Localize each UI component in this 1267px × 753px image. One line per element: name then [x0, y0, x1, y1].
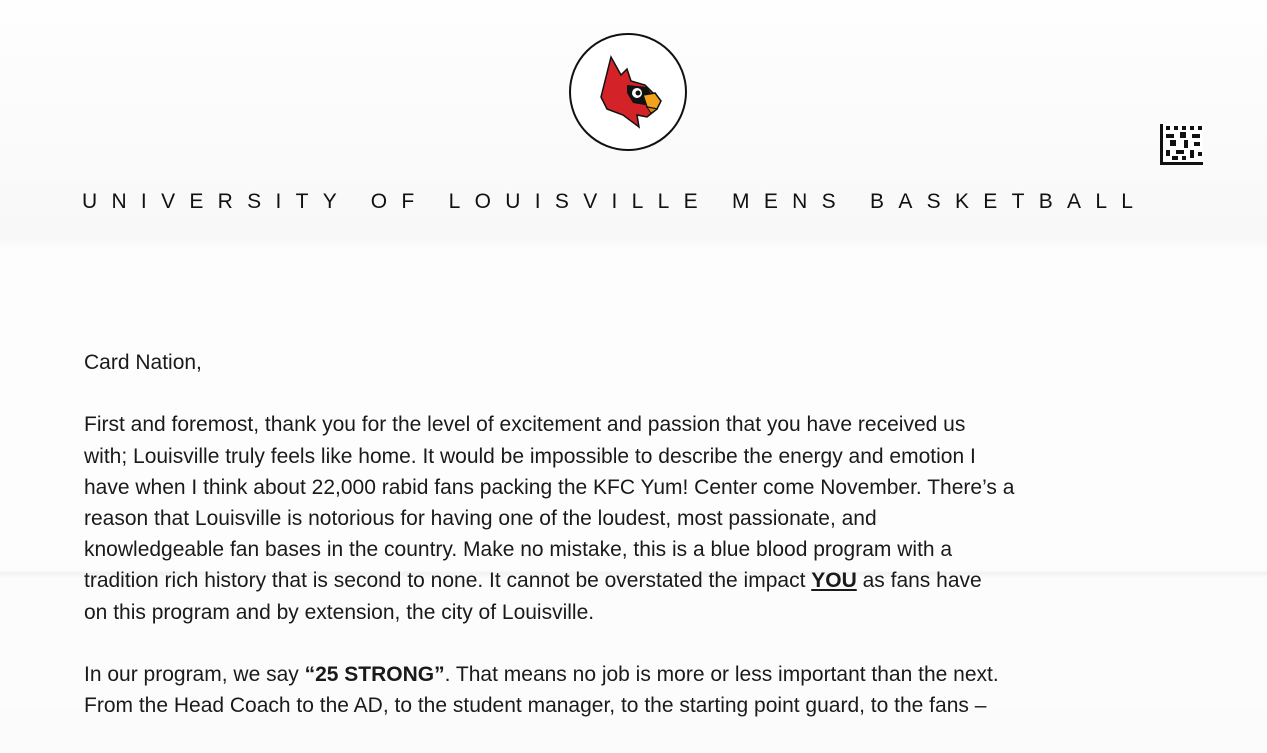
paragraph-line [84, 659, 1194, 690]
line-text: tradition rich history that is second to none. It cannot be overstated the impact [84, 569, 812, 593]
paragraph-line: From the Head Coach to the AD, to the student manager, to the starting point guard, to the fans – [84, 694, 987, 718]
paragraph-line: on this program and by extension, the city of Louisville. [84, 600, 595, 624]
paragraph-line: with; Louisville truly feels like home. It would be impossible to describe the energy and emotion I [84, 444, 976, 468]
paragraph-line: have when I think about 22,000 rabid fans packing the KFC Yum! Center come November. There’s a [84, 475, 1015, 499]
salutation [84, 347, 1194, 378]
cardinal-head-icon [571, 35, 685, 149]
line-text: In our program, we say [84, 663, 305, 686]
emphasis-you: YOU [811, 569, 857, 593]
letter-body [84, 347, 1194, 753]
line-text: as fans have [856, 569, 982, 593]
salutation-text: Card Nation, [84, 351, 202, 374]
cardinal-logo [569, 33, 687, 151]
motto-25-strong: “25 STRONG” [304, 663, 445, 686]
datamatrix-code-icon [1160, 124, 1203, 165]
paragraph-line: reason that Louisville is notorious for having one of the loudest, most passionate, and [84, 507, 877, 530]
paragraph-line [84, 565, 1194, 596]
paragraph-1 [84, 409, 1194, 627]
paragraph-line: knowledgeable fan bases in the country. Make no mistake, this is a blue blood program with a [84, 538, 953, 562]
paragraph-2 [84, 659, 1194, 721]
line-text: . That means no job is more or less important than the next. [444, 663, 999, 686]
paragraph-line: First and foremost, thank you for the level of excitement and passion that you have received us [84, 413, 966, 437]
letterhead-title: UNIVERSITY OF LOUISVILLE MENS BASKETBALL [82, 190, 1148, 213]
